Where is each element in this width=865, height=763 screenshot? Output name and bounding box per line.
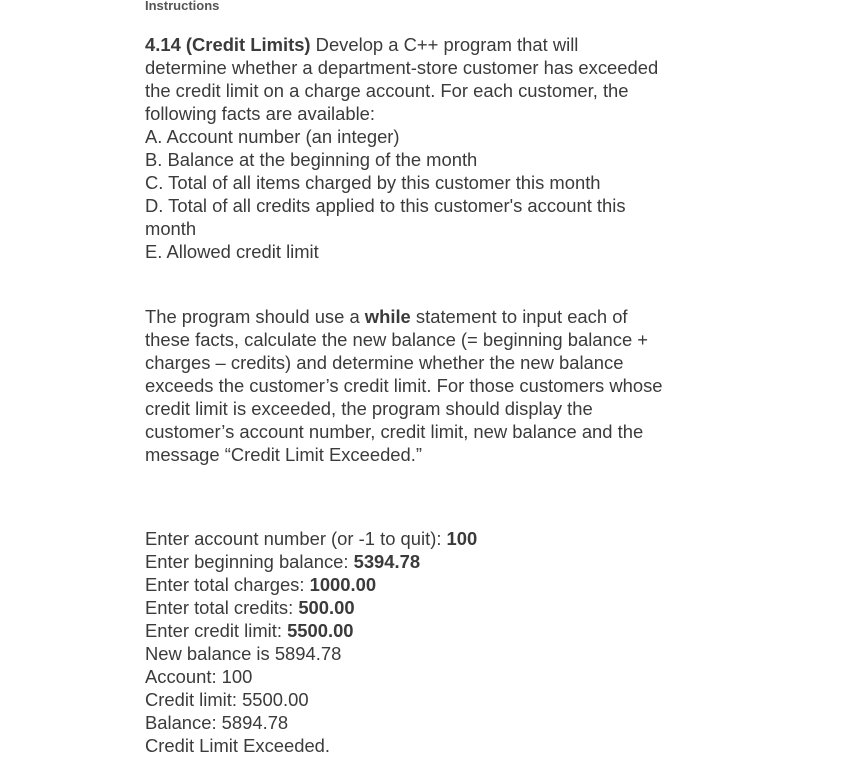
problem-title: 4.14 (Credit Limits) bbox=[145, 34, 311, 55]
prompt-line bbox=[145, 527, 690, 550]
problem-intro-line: Develop a C++ program that will bbox=[310, 34, 579, 55]
description-line: message “Credit Limit Exceeded.” bbox=[145, 444, 422, 465]
description-line: customer’s account number, credit limit, new balance and the bbox=[145, 421, 644, 442]
result-line: Credit limit: 5500.00 bbox=[145, 689, 309, 710]
prompt-label: Enter beginning balance: bbox=[145, 551, 354, 572]
prompt-value: 500.00 bbox=[298, 597, 355, 618]
fact-item: B. Balance at the beginning of the month bbox=[145, 149, 478, 170]
result-line: New balance is 5894.78 bbox=[145, 643, 342, 664]
description-text: statement to input each of bbox=[410, 306, 628, 327]
prompt-value: 1000.00 bbox=[309, 574, 377, 595]
prompt-line bbox=[145, 573, 690, 596]
result-line: Account: 100 bbox=[145, 666, 253, 687]
prompt-label: Enter account number (or -1 to quit): bbox=[145, 528, 447, 549]
prompt-value: 100 bbox=[446, 528, 478, 549]
description-line: these facts, calculate the new balance (= beginning balance + bbox=[145, 329, 649, 350]
fact-item: E. Allowed credit limit bbox=[145, 241, 319, 262]
prompt-label: Enter credit limit: bbox=[145, 620, 288, 641]
prompt-value: 5500.00 bbox=[287, 620, 354, 641]
problem-first-line bbox=[145, 33, 690, 56]
problem-intro-line: following facts are available: bbox=[145, 103, 376, 124]
while-keyword: while bbox=[364, 306, 411, 327]
prompt-line bbox=[145, 619, 690, 642]
prompt-value: 5394.78 bbox=[353, 551, 421, 572]
sample-output bbox=[145, 527, 690, 757]
description-line: exceeds the customer’s credit limit. For those customers whose bbox=[145, 375, 663, 396]
description-line: credit limit is exceeded, the program should display the bbox=[145, 398, 593, 419]
problem-intro-line: the credit limit on a charge account. For each customer, the bbox=[145, 80, 629, 101]
fact-item: month bbox=[145, 218, 197, 239]
fact-item: A. Account number (an integer) bbox=[145, 126, 400, 147]
problem-intro-line: determine whether a department-store customer has exceeded bbox=[145, 57, 659, 78]
description-text: The program should use a bbox=[145, 306, 365, 327]
description-line: charges – credits) and determine whether the new balance bbox=[145, 352, 624, 373]
result-line: Balance: 5894.78 bbox=[145, 712, 289, 733]
result-line: Credit Limit Exceeded. bbox=[145, 735, 331, 756]
page-title: Instructions bbox=[145, 0, 220, 13]
prompt-line bbox=[145, 596, 690, 619]
description-line bbox=[145, 305, 690, 328]
problem-statement bbox=[145, 33, 690, 263]
prompt-label: Enter total charges: bbox=[145, 574, 310, 595]
fact-item: C. Total of all items charged by this customer this month bbox=[145, 172, 601, 193]
fact-item: D. Total of all credits applied to this customer's account this bbox=[145, 195, 626, 216]
prompt-line bbox=[145, 550, 690, 573]
prompt-label: Enter total credits: bbox=[145, 597, 299, 618]
program-description bbox=[145, 305, 690, 466]
